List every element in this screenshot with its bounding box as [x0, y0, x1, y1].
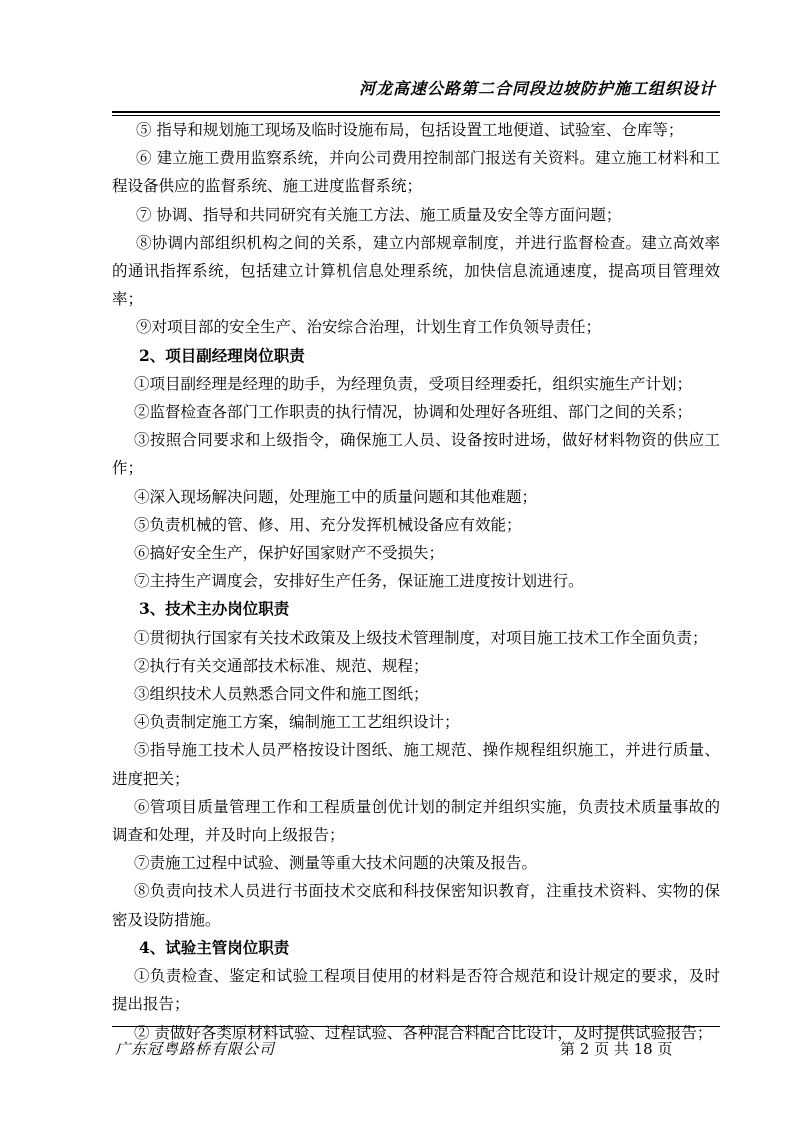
paragraph: ⑤ 指导和规划施工现场及临时设施布局，包括设置工地便道、试验室、仓库等；	[136, 121, 684, 139]
paragraph: ①贯彻执行国家有关技术政策及上级技术管理制度，对项目施工技术工作全面负责；	[134, 628, 708, 647]
paragraph: ⑥管项目质量管理工作和工程质量创优计划的制定并组织实施，负责技术质量事故的调查和处理，并及时向上级报告；	[112, 797, 720, 845]
paragraph: ④深入现场解决问题，处理施工中的质量问题和其他难题；	[134, 487, 538, 506]
paragraph: ⑧协调内部组织机构之间的关系，建立内部规章制度，并进行监督检查。建立高效率的通讯指挥系统，包括建立计算机信息处理系统，加快信息流通速度，提高项目管理效率；	[112, 233, 720, 309]
footer-company: 广东冠粤路桥有限公司	[115, 1040, 276, 1058]
paragraph: ③组织技术人员熟悉合同文件和施工图纸；	[134, 685, 429, 704]
footer-page-number: 第 2 页 共 18 页	[560, 1040, 673, 1058]
paragraph: ⑦ 协调、指导和共同研究有关施工方法、施工质量及安全等方面问题；	[136, 205, 622, 224]
paragraph: ⑤指导施工技术人员严格按设计图纸、施工规范、操作规程组织施工，并进行质量、进度把关；	[112, 741, 720, 788]
document-body	[112, 116, 720, 1047]
header-rule	[112, 111, 720, 113]
section-heading: 3、技术主办岗位职责	[139, 599, 290, 619]
section-heading: 4、试验主管岗位职责	[139, 937, 290, 957]
paragraph: ①负责检查、鉴定和试验工程项目使用的材料是否符合规范和设计规定的要求，及时提出报告；	[112, 967, 720, 1014]
page-header-title: 河龙高速公路第二合同段边坡防护施工组织设计	[358, 79, 716, 98]
paragraph: ⑧负责向技术人员进行书面技术交底和科技保密知识教育，注重技术资料、实物的保密及设防措施。	[112, 882, 720, 929]
paragraph: ⑥搞好安全生产，保护好国家财产不受损失；	[134, 544, 445, 563]
paragraph: ⑤负责机械的管、修、用、充分发挥机械设备应有效能；	[134, 515, 522, 534]
paragraph: ①项目副经理是经理的助手，为经理负责，受项目经理委托，组织实施生产计划；	[134, 374, 693, 393]
paragraph: ②监督检查各部门工作职责的执行情况，协调和处理好各班组、部门之间的关系；	[134, 403, 693, 422]
paragraph: ⑨对项目部的安全生产、治安综合治理，计划生育工作负领导责任；	[136, 318, 602, 337]
paragraph: ⑦主持生产调度会，安排好生产任务，保证施工进度按计划进行。	[134, 572, 584, 591]
paragraph: ③按照合同要求和上级指令，确保施工人员、设备按时进场，做好材料物资的供应工作；	[112, 431, 720, 478]
paragraph: ④负责制定施工方案，编制施工工艺组织设计；	[134, 713, 460, 732]
paragraph: ⑥ 建立施工费用监察系统，并向公司费用控制部门报送有关资料。建立施工材料和工程设备供应的监督系统、施工进度监督系统；	[112, 149, 720, 196]
paragraph: ②执行有关交通部技术标准、规范、规程；	[134, 656, 429, 675]
section-heading: 2、项目副经理岗位职责	[139, 345, 305, 365]
paragraph: ② 责做好各类原材料试验、过程试验、各种混合料配合比设计，及时提供试验报告；	[134, 1023, 713, 1042]
paragraph: ⑦责施工过程中试验、测量等重大技术问题的决策及报告。	[134, 854, 538, 873]
footer-rule	[112, 1026, 720, 1027]
